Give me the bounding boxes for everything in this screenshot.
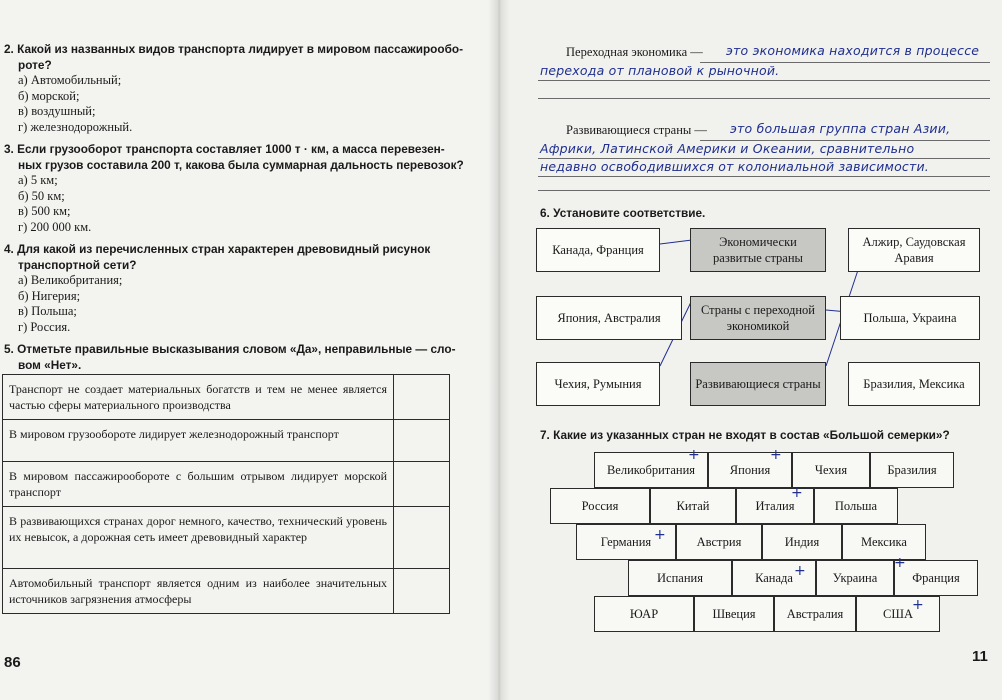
question-4-title-cont: транспортной сети? [18,257,137,272]
country-brick-germany[interactable]: Германия [576,524,676,560]
match-right-box-3[interactable]: Бразилия, Мексика [848,362,980,406]
country-brick-china[interactable]: Китай [650,488,736,524]
match-line [660,240,692,244]
country-brick-poland[interactable]: Польша [814,488,898,524]
country-brick-south-africa[interactable]: ЮАР [594,596,694,632]
match-left-box-3[interactable]: Чехия, Румыния [536,362,660,406]
question-4-option-b: б) Нигерия; [18,288,81,303]
country-brick-canada[interactable]: Канада [732,560,816,596]
plus-mark-usa: + [912,597,924,613]
statement-cell: В мировом пассажирообороте с большим отрывом лидирует морской транспорт [3,462,394,507]
country-brick-sweden[interactable]: Швеция [694,596,774,632]
country-brick-france[interactable]: Франция [894,560,978,596]
handwriting-def2-line3: недавно освободившихся от колониальной зависимости. [540,159,929,174]
country-brick-mexico[interactable]: Мексика [842,524,926,560]
plus-mark-japan: + [770,447,782,463]
question-3-option-d: г) 200 000 км. [18,219,92,234]
question-6-title: 6. Установите соответствие. [540,206,706,220]
question-3-option-b: б) 50 км; [18,188,65,203]
question-3-title-cont: ных грузов составила 200 т, какова была суммарная дальность перевозок? [18,157,464,172]
question-7-title: 7. Какие из указанных стран не входят в состав «Большой семерки»? [540,428,950,442]
question-2-title: 2. Какой из названных видов транспорта лидирует в мировом пассажирообо- [4,42,464,56]
statement-cell: Транспорт не создает материальных богатств и тем не менее является частью сферы материального производства [3,375,394,420]
definition-term-transition: Переходная экономика — [566,45,703,59]
question-5-title-cont: вом «Нет». [18,357,82,372]
match-left-box-1[interactable]: Канада, Франция [536,228,660,272]
plus-mark-france: + [894,555,906,571]
match-right-box-2[interactable]: Польша, Украина [840,296,980,340]
plus-mark-italy: + [791,485,803,501]
question-4-option-d: г) Россия. [18,319,71,334]
match-center-box-1[interactable]: Экономически развитые страны [690,228,826,272]
plus-mark-germany: + [654,527,666,543]
country-brick-ukraine[interactable]: Украина [816,560,894,596]
handwriting-def2-line1: это большая группа стран Азии, [730,121,951,136]
match-left-box-2[interactable]: Япония, Австралия [536,296,682,340]
country-brick-australia[interactable]: Австралия [774,596,856,632]
question-4-title: 4. Для какой из перечисленных стран характерен древовидный рисунок [4,242,431,256]
handwriting-def1-line2: перехода от плановой к рыночной. [540,63,780,78]
country-brick-uk[interactable]: Великобритания [594,452,708,488]
country-brick-russia[interactable]: Россия [550,488,650,524]
question-3-option-a: а) 5 км; [18,173,58,187]
country-brick-czech[interactable]: Чехия [792,452,870,488]
country-brick-italy[interactable]: Италия [736,488,814,524]
statement-cell: Автомобильный транспорт является одним из наиболее значительных источников загрязнения атмосферы [3,569,394,614]
statement-cell: В мировом грузообороте лидирует железнодорожный транспорт [3,420,394,462]
match-right-box-1[interactable]: Алжир, Саудовская Аравия [848,228,980,272]
question-2-title-cont: роте? [18,57,52,72]
question-4-option-c: в) Польша; [18,304,77,318]
country-brick-usa[interactable]: США [856,596,940,632]
definition-term-developing: Развивающиеся страны — [566,123,707,137]
country-brick-brazil[interactable]: Бразилия [870,452,954,488]
question-4-option-a: а) Великобритания; [18,273,123,287]
question-5-title: 5. Отметьте правильные высказывания словом «Да», неправильные — сло- [4,342,456,356]
match-center-box-3[interactable]: Развивающиеся страны [690,362,826,406]
match-center-box-2[interactable]: Страны с переходной экономикой [690,296,826,340]
question-2-option-b: б) морской; [18,88,80,103]
country-brick-austria[interactable]: Австрия [676,524,762,560]
question-2-option-d: г) железнодорожный. [18,119,133,134]
plus-mark-uk: + [688,447,700,463]
question-2-option-c: в) воздушный; [18,104,96,118]
page-number-left: 86 [4,654,21,671]
country-brick-india[interactable]: Индия [762,524,842,560]
question-3-option-c: в) 500 км; [18,204,71,218]
question-3-title: 3. Если грузооборот транспорта составляет 1000 т · км, а масса перевезен- [4,142,445,156]
country-brick-spain[interactable]: Испания [628,560,732,596]
page-number-right: 11 [972,648,988,665]
statement-cell: В развивающихся странах дорог немного, качество, технический уровень их невысок, а дорожная сеть имеет древовидный характер [3,507,394,569]
handwriting-def2-line2: Африки, Латинской Америки и Океании, сравнительно [540,141,915,156]
handwriting-def1-line1: это экономика находится в процессе [726,43,980,58]
plus-mark-canada: + [794,563,806,579]
question-2-option-a: а) Автомобильный; [18,73,122,87]
country-brick-japan[interactable]: Япония [708,452,792,488]
